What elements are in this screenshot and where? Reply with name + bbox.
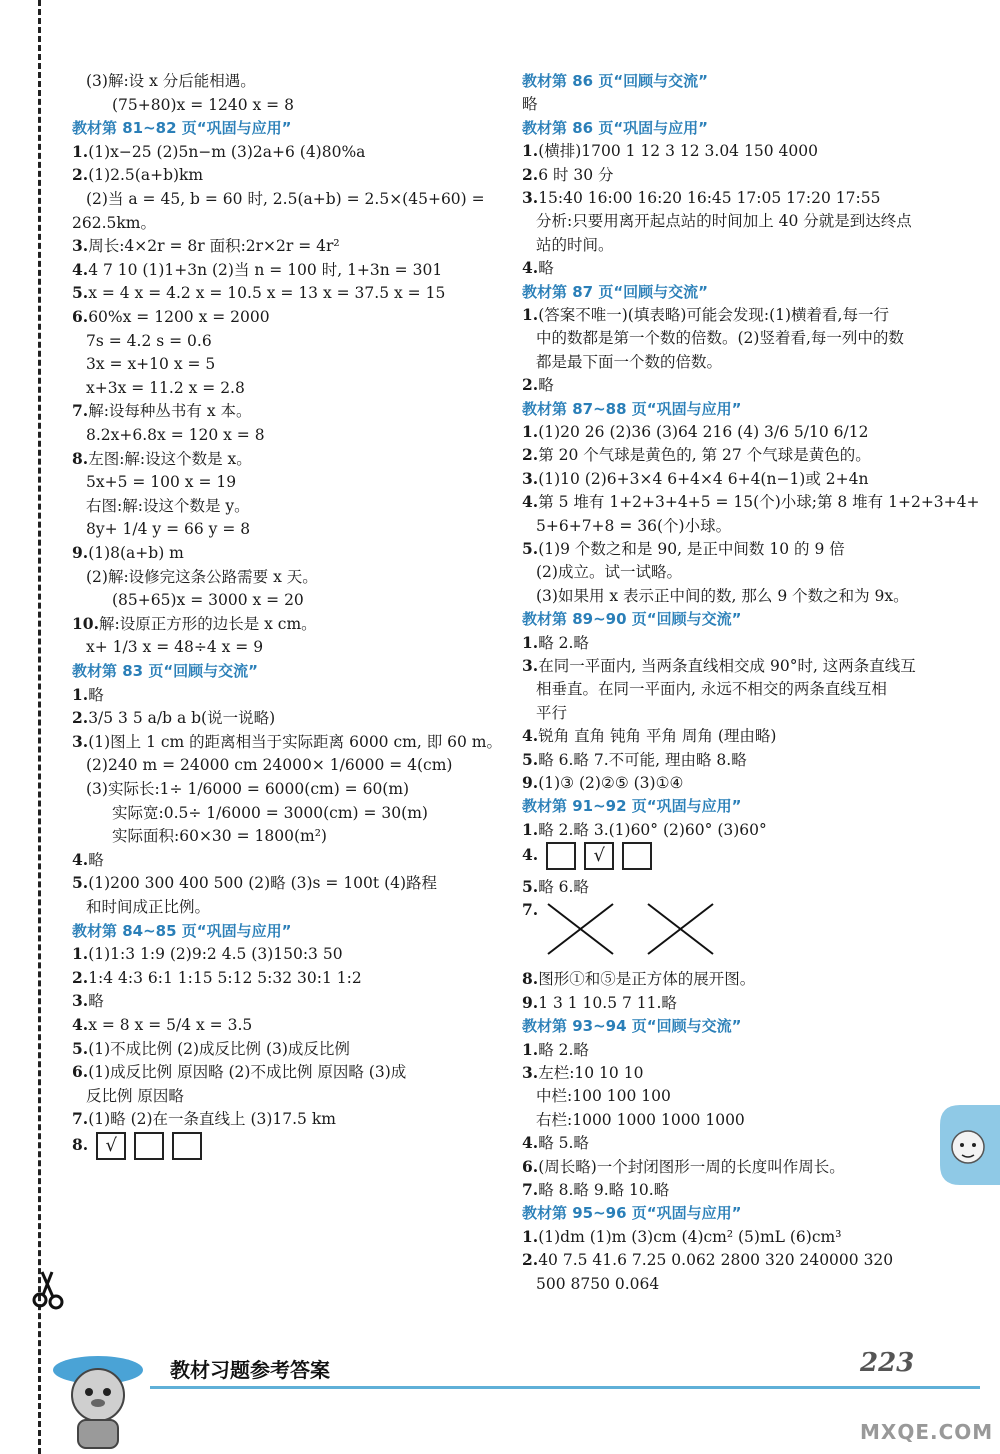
footer-rule	[150, 1386, 980, 1389]
answer-line	[72, 1061, 406, 1083]
answer-text: (3)解:设 x 分后能相遇。	[86, 72, 256, 90]
answer-line	[522, 992, 677, 1014]
answer-text: 略	[522, 95, 538, 114]
question-number: 8.	[72, 448, 89, 468]
answer-text: 1 3 1 10.5 7 11.略	[538, 993, 677, 1012]
question-number: 2.	[72, 708, 89, 728]
question-number: 1.	[72, 944, 89, 964]
answer-text: (3)实际长:1÷ 1/6000 = 6000(cm) = 60(m)	[86, 780, 410, 798]
question-number: 1.	[522, 1226, 539, 1246]
answer-line	[522, 749, 747, 771]
answer-line	[522, 899, 768, 959]
question-number: 1.	[72, 141, 89, 161]
question-number: 2.	[522, 375, 539, 395]
answer-line	[522, 468, 868, 490]
answer-text: 略	[88, 850, 104, 869]
question-number: 6.	[72, 1062, 89, 1082]
question-number: 4.	[72, 259, 89, 279]
answer-text: (1)略 (2)在一条直线上 (3)17.5 km	[88, 1110, 336, 1129]
checked-box: √	[96, 1132, 126, 1160]
answer-line	[72, 872, 437, 894]
answer-text: 略	[88, 685, 104, 704]
answer-line	[72, 1108, 336, 1130]
answer-text: (1)dm (1)m (3)cm (4)cm² (5)mL (6)cm³	[538, 1227, 842, 1246]
answer-text: x = 8 x = 5/4 x = 3.5	[88, 1016, 253, 1034]
page-number: 223	[860, 1348, 915, 1378]
section-heading	[522, 398, 741, 420]
answer-text: 锐角 直角 钝角 平角 周角 (理由略)	[538, 727, 777, 746]
answer-text: 解:设每种丛书有 x 本。	[88, 402, 252, 421]
answer-text: (1)图上 1 cm 的距离相当于实际距离 6000 cm, 即 60 m。	[88, 732, 502, 751]
answer-line	[536, 1085, 671, 1107]
answer-line	[522, 1062, 643, 1084]
answer-line	[522, 374, 554, 396]
answer-text: 8.2x+6.8x = 120 x = 8	[86, 426, 265, 444]
answer-text: 略 6.略	[538, 877, 589, 896]
answer-line	[72, 1132, 202, 1160]
answer-line	[72, 943, 343, 965]
question-number: 4.	[522, 845, 539, 865]
question-number: 6.	[72, 307, 89, 326]
answer-line	[536, 351, 722, 373]
answer-text: (1)10 (2)6+3×4 6+4×4 6+4(n−1)或 2+4n	[538, 469, 869, 488]
question-number: 1.	[522, 632, 539, 652]
answer-text: 右图:解:设这个数是 y。	[86, 496, 250, 515]
answer-text: 教材第 83 页“回顾与交流”	[72, 662, 259, 680]
answer-text: 第 5 堆有 1+2+3+4+5 = 15(个)小球;第 8 堆有 1+2+3+4+	[538, 493, 980, 512]
mascot-icon	[48, 1340, 148, 1450]
answer-text: 略 6.略 7.不可能, 理由略 8.略	[538, 750, 747, 769]
answer-line	[536, 678, 887, 700]
answer-line	[72, 141, 365, 163]
question-number: 1.	[522, 141, 539, 161]
answer-line	[522, 491, 980, 513]
section-heading	[72, 660, 258, 682]
question-number: 7.	[522, 1180, 539, 1199]
answer-text: (1)9 个数之和是 90, 是正中间数 10 的 9 倍	[538, 540, 845, 558]
question-number: 1.	[522, 305, 539, 324]
question-number: 10.	[72, 613, 99, 633]
scissors-icon	[30, 1270, 70, 1310]
section-heading	[72, 117, 291, 139]
question-number: 5.	[522, 749, 539, 769]
answer-text: 略 2.略	[538, 1040, 589, 1059]
answer-line	[522, 819, 767, 841]
answer-line	[536, 561, 682, 583]
answer-line	[86, 353, 215, 375]
answer-line	[112, 589, 304, 611]
answer-line	[522, 164, 614, 186]
answer-line	[536, 210, 912, 232]
empty-box	[546, 842, 576, 870]
answer-text: 平行	[536, 703, 568, 722]
question-number: 9.	[522, 773, 539, 792]
question-number: 4.	[72, 1015, 89, 1034]
question-number: 3.	[522, 656, 539, 675]
question-number: 1.	[522, 422, 539, 441]
answer-text: 第 20 个气球是黄色的, 第 27 个气球是黄色的。	[538, 446, 871, 465]
answer-text: 教材第 87 页“回顾与交流”	[522, 282, 709, 301]
answer-line	[522, 968, 755, 990]
answer-line	[522, 1039, 589, 1061]
answer-line	[72, 1014, 252, 1036]
page-footer	[0, 1340, 1000, 1454]
answer-line	[536, 702, 567, 724]
question-number: 5.	[522, 539, 539, 558]
answer-text: (1)③ (2)②⑤ (3)①④	[538, 774, 684, 792]
answer-text: 分析:只要用离开起点站的时间加上 40 分就是到达终点	[536, 212, 912, 231]
answer-text: (横排)1700 1 12 3 12 3.04 150 4000	[538, 142, 818, 161]
answer-text: 左栏:10 10 10	[538, 1064, 644, 1082]
answer-text: 在同一平面内, 当两条直线相交成 90°时, 这两条直线互	[538, 657, 916, 675]
answer-line	[72, 400, 252, 422]
answer-text: x+3x = 11.2 x = 2.8	[86, 378, 245, 397]
answer-text: (1)成反比例 原因略 (2)不成比例 原因略 (3)成	[88, 1063, 407, 1082]
answer-text: 略 2.略	[538, 633, 589, 652]
answer-line	[86, 495, 250, 517]
answer-text: (答案不唯一)(填表略)可能会发现:(1)横着看,每一行	[538, 306, 889, 324]
answer-line	[72, 967, 362, 989]
section-heading	[522, 70, 708, 92]
answer-text: 解:设原正方形的边长是 x cm。	[98, 614, 317, 633]
answer-line	[86, 188, 485, 210]
answer-text: (2)当 a = 45, b = 60 时, 2.5(a+b) = 2.5×(45+60) =	[86, 190, 485, 208]
question-number: 7.	[72, 401, 89, 421]
empty-box	[172, 1132, 202, 1160]
answer-line	[522, 1179, 669, 1201]
answer-text: 262.5km。	[72, 213, 156, 232]
question-number: 8.	[72, 1135, 89, 1154]
answer-line	[536, 1109, 745, 1131]
answer-line	[72, 1038, 350, 1060]
question-number: 3.	[522, 468, 539, 488]
answer-line	[86, 330, 212, 352]
answer-line	[72, 613, 317, 635]
answer-line	[522, 1132, 589, 1154]
question-number: 1.	[522, 819, 539, 839]
answer-line	[72, 164, 203, 186]
question-number: 4.	[522, 258, 539, 278]
answer-line	[72, 259, 442, 281]
section-heading	[522, 117, 708, 139]
answer-text: (周长略)一个封闭图形一周的长度叫作周长。	[538, 1157, 845, 1176]
answer-text: 教材第 93~94 页“回顾与交流”	[522, 1017, 742, 1036]
answer-line	[536, 234, 614, 256]
answer-line	[86, 636, 263, 658]
answer-text: x+ 1/3 x = 48÷4 x = 9	[86, 638, 264, 657]
answer-line	[536, 1273, 659, 1295]
answer-line	[72, 448, 252, 470]
answer-line	[522, 1226, 841, 1248]
answer-line	[522, 772, 683, 794]
question-number: 1.	[72, 684, 89, 704]
answer-line	[522, 725, 776, 747]
answer-text: 60%x = 1200 x = 2000	[88, 308, 270, 326]
question-number: 8.	[522, 969, 539, 989]
answer-text: (1)1:3 1:9 (2)9:2 4.5 (3)150:3 50	[88, 945, 343, 964]
section-heading	[522, 608, 741, 630]
answer-line	[112, 825, 327, 847]
answer-text: (85+65)x = 3000 x = 20	[112, 591, 304, 610]
answer-text: (1)200 300 400 500 (2)略 (3)s = 100t (4)路程	[88, 874, 438, 893]
question-number: 1.	[522, 1039, 539, 1059]
answer-line	[86, 518, 250, 540]
answer-line	[522, 187, 880, 209]
answer-text: 8y+ 1/4 y = 66 y = 8	[86, 520, 251, 539]
question-number: 3.	[522, 1063, 539, 1082]
question-number: 5.	[522, 876, 539, 896]
answer-line	[86, 566, 318, 588]
intersecting-lines-figure	[538, 899, 768, 959]
question-number: 4.	[522, 492, 539, 512]
answer-text: 3x = x+10 x = 5	[86, 355, 216, 374]
question-number: 4.	[522, 726, 539, 746]
answer-line	[72, 306, 270, 328]
answer-line	[72, 990, 104, 1012]
answer-text: 右栏:1000 1000 1000 1000	[536, 1110, 745, 1129]
answer-text: 实际面积:60×30 = 1800(m²)	[112, 827, 327, 846]
answer-text: (1)x−25 (2)5n−m (3)2a+6 (4)80%a	[88, 142, 366, 161]
section-heading	[522, 795, 741, 817]
answer-text: 教材第 84~85 页“巩固与应用”	[72, 921, 292, 940]
answer-line	[522, 93, 538, 115]
question-number: 2.	[522, 1250, 539, 1270]
answer-line	[86, 754, 452, 776]
mascot-side-tab-icon	[940, 1105, 1000, 1185]
section-heading	[522, 1015, 741, 1037]
answer-text: 500 8750 0.064	[536, 1274, 660, 1293]
answer-text: x = 4 x = 4.2 x = 10.5 x = 13 x = 37.5 x = 15	[88, 284, 446, 303]
question-number: 4.	[522, 1133, 539, 1153]
answer-line	[522, 304, 889, 326]
answer-text: 略	[538, 259, 554, 278]
answer-line	[522, 632, 589, 654]
answer-line	[86, 778, 409, 800]
answer-line	[112, 802, 428, 824]
checked-box: √	[584, 842, 614, 870]
answer-text: 教材第 91~92 页“巩固与应用”	[522, 797, 742, 816]
answer-text: (1)不成比例 (2)成反比例 (3)成反比例	[88, 1039, 350, 1058]
cut-line	[38, 0, 41, 1454]
answer-text: (1)20 26 (2)36 (3)64 216 (4) 3/6 5/10 6/12	[538, 423, 869, 441]
answer-text: (2)解:设修完这条公路需要 x 天。	[86, 567, 318, 586]
answer-line	[86, 471, 236, 493]
answer-text: 5x+5 = 100 x = 19	[86, 473, 237, 492]
answer-line	[112, 94, 294, 116]
footer-title: 教材习题参考答案	[170, 1358, 330, 1382]
answer-text: 教材第 86 页“回顾与交流”	[522, 72, 709, 90]
answer-line	[86, 424, 265, 446]
answer-line	[522, 655, 916, 677]
answer-line	[72, 542, 184, 564]
answer-text: 40 7.5 41.6 7.25 0.062 2800 320 240000 320	[538, 1251, 894, 1270]
answer-line	[522, 876, 589, 898]
answer-line	[522, 1249, 893, 1271]
answer-text: (1)2.5(a+b)km	[88, 166, 204, 185]
answer-line	[86, 70, 256, 92]
answer-line	[72, 849, 104, 871]
answer-line	[522, 444, 871, 466]
answer-text: 4 7 10 (1)1+3n (2)当 n = 100 时, 1+3n = 301	[88, 260, 443, 279]
empty-box	[134, 1132, 164, 1160]
question-number: 3.	[72, 236, 89, 256]
answer-text: 6 时 30 分	[538, 165, 614, 184]
section-heading	[522, 281, 708, 303]
answer-line	[522, 140, 818, 162]
question-number: 5.	[72, 873, 89, 893]
question-number: 9.	[72, 543, 89, 562]
answer-line	[72, 235, 340, 257]
answer-text: 略 2.略 3.(1)60° (2)60° (3)60°	[538, 820, 767, 839]
question-number: 2.	[522, 164, 539, 184]
answer-line	[72, 684, 104, 706]
answer-text: 5+6+7+8 = 36(个)小球。	[536, 516, 732, 535]
answer-text: 站的时间。	[536, 235, 614, 254]
answer-line	[72, 707, 275, 729]
answer-text: 反比例 原因略	[86, 1086, 184, 1105]
question-number: 6.	[522, 1156, 539, 1176]
answer-line	[536, 515, 731, 537]
answer-text: 相垂直。在同一平面内, 永远不相交的两条直线互相	[536, 680, 887, 699]
question-number: 3.	[522, 188, 539, 207]
section-heading	[72, 920, 291, 942]
answer-text: (75+80)x = 1240 x = 8	[112, 95, 294, 114]
answer-text: (2)成立。试一试略。	[536, 563, 682, 582]
question-number: 4.	[72, 849, 89, 869]
answer-text: 都是最下面一个数的倍数。	[536, 352, 723, 371]
answer-text: 略 5.略	[538, 1134, 589, 1153]
answer-text: 和时间成正比例。	[86, 898, 211, 916]
answer-line	[86, 1085, 184, 1107]
answer-text: 左图:解:设这个数是 x。	[88, 449, 252, 468]
question-number: 2.	[522, 445, 539, 465]
answer-line	[72, 731, 502, 753]
answer-line	[522, 538, 845, 560]
answer-line	[536, 585, 909, 607]
answer-text: 3/5 3 5 a/b a b(说一说略)	[88, 709, 276, 728]
question-number: 5.	[72, 283, 89, 303]
answer-text: 教材第 95~96 页“巩固与应用”	[522, 1204, 742, 1223]
question-number: 3.	[72, 991, 89, 1011]
answer-line	[536, 327, 904, 349]
question-number: 3.	[72, 731, 89, 751]
question-number: 5.	[72, 1038, 89, 1058]
answer-line	[72, 282, 445, 304]
answer-line	[522, 257, 554, 279]
answer-line	[86, 377, 245, 399]
answer-line	[522, 842, 652, 870]
answer-line	[522, 1156, 845, 1178]
answer-text: 15:40 16:00 16:20 16:45 17:05 17:20 17:55	[538, 189, 881, 207]
answer-text: 教材第 87~88 页“巩固与应用”	[522, 399, 742, 418]
empty-box	[622, 842, 652, 870]
answer-text: (1)8(a+b) m	[88, 544, 184, 562]
answer-line	[72, 212, 156, 234]
question-number: 9.	[522, 992, 539, 1012]
answer-text: 中的数都是第一个数的倍数。(2)竖着看,每一列中的数	[536, 329, 904, 348]
question-number: 2.	[72, 967, 89, 987]
question-number: 7.	[522, 900, 539, 919]
answer-text: 图形①和⑤是正方体的展开图。	[538, 970, 756, 989]
answer-text: 教材第 86 页“巩固与应用”	[522, 118, 709, 137]
answer-text: 略	[88, 992, 104, 1011]
answer-line	[86, 896, 210, 918]
answer-text: 略 8.略 9.略 10.略	[538, 1181, 670, 1199]
question-number: 7.	[72, 1109, 89, 1129]
answer-text: 7s = 4.2 s = 0.6	[86, 331, 212, 350]
answer-text: 1:4 4:3 6:1 1:15 5:12 5:32 30:1 1:2	[88, 968, 362, 987]
section-heading	[522, 1202, 741, 1224]
answer-text: 教材第 89~90 页“回顾与交流”	[522, 610, 742, 629]
answer-text: 略	[538, 376, 554, 395]
answer-text: (2)240 m = 24000 cm 24000× 1/6000 = 4(cm)	[86, 756, 453, 775]
answer-text: 教材第 81~82 页“巩固与应用”	[72, 119, 292, 138]
watermark: MXQE.COM	[860, 1420, 994, 1444]
question-number: 2.	[72, 165, 89, 185]
answer-text: 周长:4×2r = 8r 面积:2r×2r = 4r²	[88, 237, 340, 256]
answer-line	[522, 421, 868, 443]
answer-text: 中栏:100 100 100	[536, 1087, 671, 1106]
answer-text: (3)如果用 x 表示正中间的数, 那么 9 个数之和为 9x。	[536, 586, 909, 605]
answer-text: 实际宽:0.5÷ 1/6000 = 3000(cm) = 30(m)	[112, 803, 428, 822]
